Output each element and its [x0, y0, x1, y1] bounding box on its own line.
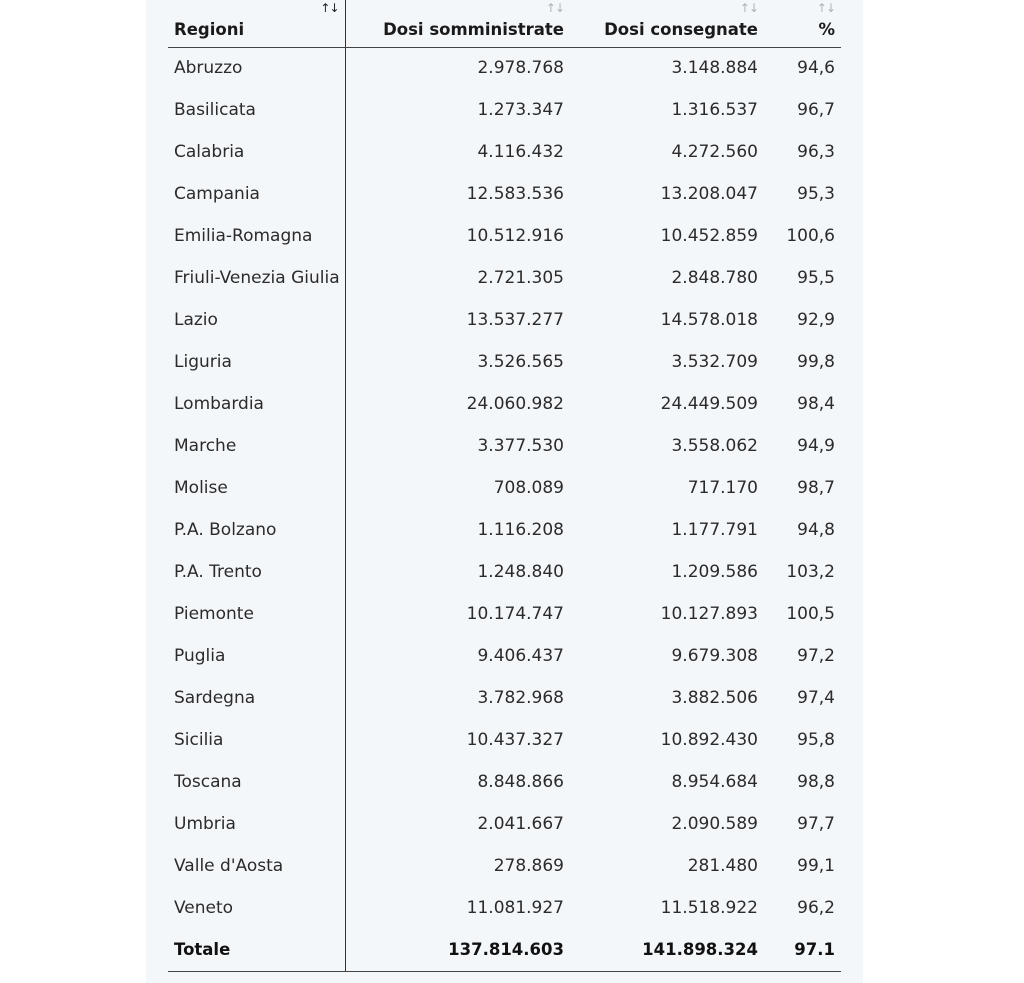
total-label: Totale	[168, 929, 345, 971]
sort-icon[interactable]: ↑↓	[320, 1, 339, 15]
cell-dosi-consegnate: 3.148.884	[671, 58, 758, 79]
column-header-label: %	[818, 19, 835, 39]
table-row	[168, 887, 841, 929]
cell-region: Piemonte	[168, 593, 345, 635]
cell-dosi-consegnate: 4.272.560	[671, 142, 758, 162]
table-row	[168, 593, 841, 635]
cell-region: Marche	[168, 425, 345, 467]
column-header-label: Regioni	[174, 19, 245, 39]
cell-percent: 94,8	[797, 520, 835, 540]
cell-dosi-somministrate: 8.848.866	[477, 772, 564, 792]
cell-region: Umbria	[168, 803, 345, 845]
cell-percent: 97,2	[797, 646, 835, 666]
cell-dosi-somministrate: 4.116.432	[477, 142, 564, 162]
cell-dosi-somministrate: 13.537.277	[466, 310, 564, 330]
cell-region: Friuli-Venezia Giulia	[168, 257, 345, 299]
cell-dosi-somministrate: 2.041.667	[477, 814, 564, 834]
cell-percent: 95,8	[797, 730, 835, 750]
column-header-dosi-somministrate[interactable]	[345, 0, 570, 47]
table-row	[168, 299, 841, 341]
column-header-label: Dosi somministrate	[383, 19, 564, 39]
cell-dosi-consegnate: 2.090.589	[671, 814, 758, 834]
cell-dosi-consegnate: 3.882.506	[671, 688, 758, 708]
cell-region: Emilia-Romagna	[168, 215, 345, 257]
cell-region: Sardegna	[168, 677, 345, 719]
cell-dosi-consegnate: 717.170	[687, 478, 758, 498]
cell-region: Campania	[168, 173, 345, 215]
table-row	[168, 173, 841, 215]
cell-dosi-somministrate: 3.782.968	[477, 688, 564, 708]
table-row	[168, 215, 841, 257]
table-row	[168, 635, 841, 677]
cell-percent: 100,6	[786, 226, 835, 246]
column-header-label: Dosi consegnate	[604, 19, 758, 39]
cell-dosi-somministrate: 1.116.208	[477, 520, 564, 540]
cell-percent: 99,1	[797, 856, 835, 876]
cell-dosi-somministrate: 11.081.927	[466, 898, 564, 918]
total-row	[168, 929, 841, 971]
cell-region: Veneto	[168, 887, 345, 929]
cell-percent: 98,7	[797, 478, 835, 498]
cell-dosi-consegnate: 3.558.062	[671, 436, 758, 456]
cell-dosi-somministrate: 3.377.530	[477, 436, 564, 456]
cell-dosi-somministrate: 24.060.982	[466, 394, 564, 414]
cell-percent: 103,2	[786, 562, 835, 582]
table-row	[168, 719, 841, 761]
cell-dosi-somministrate: 9.406.437	[477, 646, 564, 666]
sort-icon[interactable]: ↑↓	[816, 1, 835, 15]
cell-percent: 98,4	[797, 394, 835, 414]
cell-dosi-somministrate: 2.721.305	[477, 268, 564, 288]
table-row	[168, 89, 841, 131]
cell-dosi-consegnate: 9.679.308	[671, 646, 758, 666]
table-row	[168, 551, 841, 593]
cell-dosi-somministrate: 1.273.347	[477, 100, 564, 120]
total-dosi-somministrate: 137.814.603	[345, 929, 570, 971]
cell-region: Abruzzo	[168, 47, 345, 89]
cell-percent: 99,8	[797, 352, 835, 372]
cell-dosi-somministrate: 10.437.327	[466, 730, 564, 750]
cell-percent: 100,5	[786, 604, 835, 624]
cell-region: P.A. Bolzano	[168, 509, 345, 551]
cell-percent: 92,9	[797, 310, 835, 330]
cell-dosi-consegnate: 24.449.509	[660, 394, 758, 414]
cell-dosi-somministrate: 1.248.840	[477, 562, 564, 582]
cell-dosi-consegnate: 10.892.430	[660, 730, 758, 750]
cell-dosi-somministrate: 3.526.565	[477, 352, 564, 372]
table-row	[168, 383, 841, 425]
table-row	[168, 131, 841, 173]
cell-dosi-somministrate: 708.089	[493, 478, 564, 498]
cell-dosi-somministrate: 10.174.747	[466, 604, 564, 624]
column-header-dosi-consegnate[interactable]	[570, 0, 764, 47]
table-row	[168, 509, 841, 551]
cell-dosi-consegnate: 2.848.780	[671, 268, 758, 288]
cell-region: Lazio	[168, 299, 345, 341]
cell-percent: 96,7	[797, 100, 835, 120]
cell-region: Molise	[168, 467, 345, 509]
table-row	[168, 467, 841, 509]
cell-dosi-consegnate: 14.578.018	[660, 310, 758, 330]
cell-dosi-somministrate: 12.583.536	[466, 184, 564, 204]
table-row	[168, 425, 841, 467]
cell-percent: 97,4	[797, 688, 835, 708]
cell-dosi-somministrate: 278.869	[493, 856, 564, 876]
cell-region: Basilicata	[168, 89, 345, 131]
cell-region: Puglia	[168, 635, 345, 677]
sort-icon[interactable]: ↑↓	[545, 1, 564, 15]
cell-dosi-consegnate: 10.452.859	[660, 226, 758, 246]
cell-dosi-consegnate: 1.316.537	[671, 100, 758, 120]
cell-dosi-consegnate: 3.532.709	[671, 352, 758, 372]
table-header-row	[168, 0, 841, 47]
cell-dosi-somministrate: 10.512.916	[466, 226, 564, 246]
cell-dosi-consegnate: 1.209.586	[671, 562, 758, 582]
table-row	[168, 257, 841, 299]
table-row	[168, 803, 841, 845]
cell-percent: 94,9	[797, 436, 835, 456]
cell-region: Calabria	[168, 131, 345, 173]
vaccination-table	[168, 0, 841, 972]
cell-dosi-consegnate: 13.208.047	[660, 184, 758, 204]
cell-percent: 97,7	[797, 814, 835, 834]
cell-dosi-consegnate: 10.127.893	[660, 604, 758, 624]
cell-percent: 95,3	[797, 184, 835, 204]
table-row	[168, 677, 841, 719]
cell-dosi-consegnate: 11.518.922	[660, 898, 758, 918]
cell-percent: 96,3	[797, 142, 835, 162]
total-percent: 97.1	[764, 929, 841, 971]
cell-dosi-consegnate: 1.177.791	[671, 520, 758, 540]
cell-percent: 98,8	[797, 772, 835, 792]
cell-region: Toscana	[168, 761, 345, 803]
cell-percent: 96,2	[797, 898, 835, 918]
cell-percent: 95,5	[797, 268, 835, 288]
cell-region: Sicilia	[168, 719, 345, 761]
cell-region: Lombardia	[168, 383, 345, 425]
cell-region: Liguria	[168, 341, 345, 383]
cell-region: P.A. Trento	[168, 551, 345, 593]
total-dosi-consegnate: 141.898.324	[570, 929, 764, 971]
column-header-regioni[interactable]	[168, 0, 345, 47]
cell-dosi-somministrate: 2.978.768	[477, 58, 564, 79]
column-header-percent[interactable]	[764, 0, 841, 47]
sort-icon[interactable]: ↑↓	[739, 1, 758, 15]
table-row	[168, 341, 841, 383]
table-row	[168, 845, 841, 887]
table-row	[168, 47, 841, 89]
cell-percent: 94,6	[797, 58, 835, 79]
cell-dosi-consegnate: 8.954.684	[671, 772, 758, 792]
table-row	[168, 761, 841, 803]
cell-region: Valle d'Aosta	[168, 845, 345, 887]
cell-dosi-consegnate: 281.480	[687, 856, 758, 876]
